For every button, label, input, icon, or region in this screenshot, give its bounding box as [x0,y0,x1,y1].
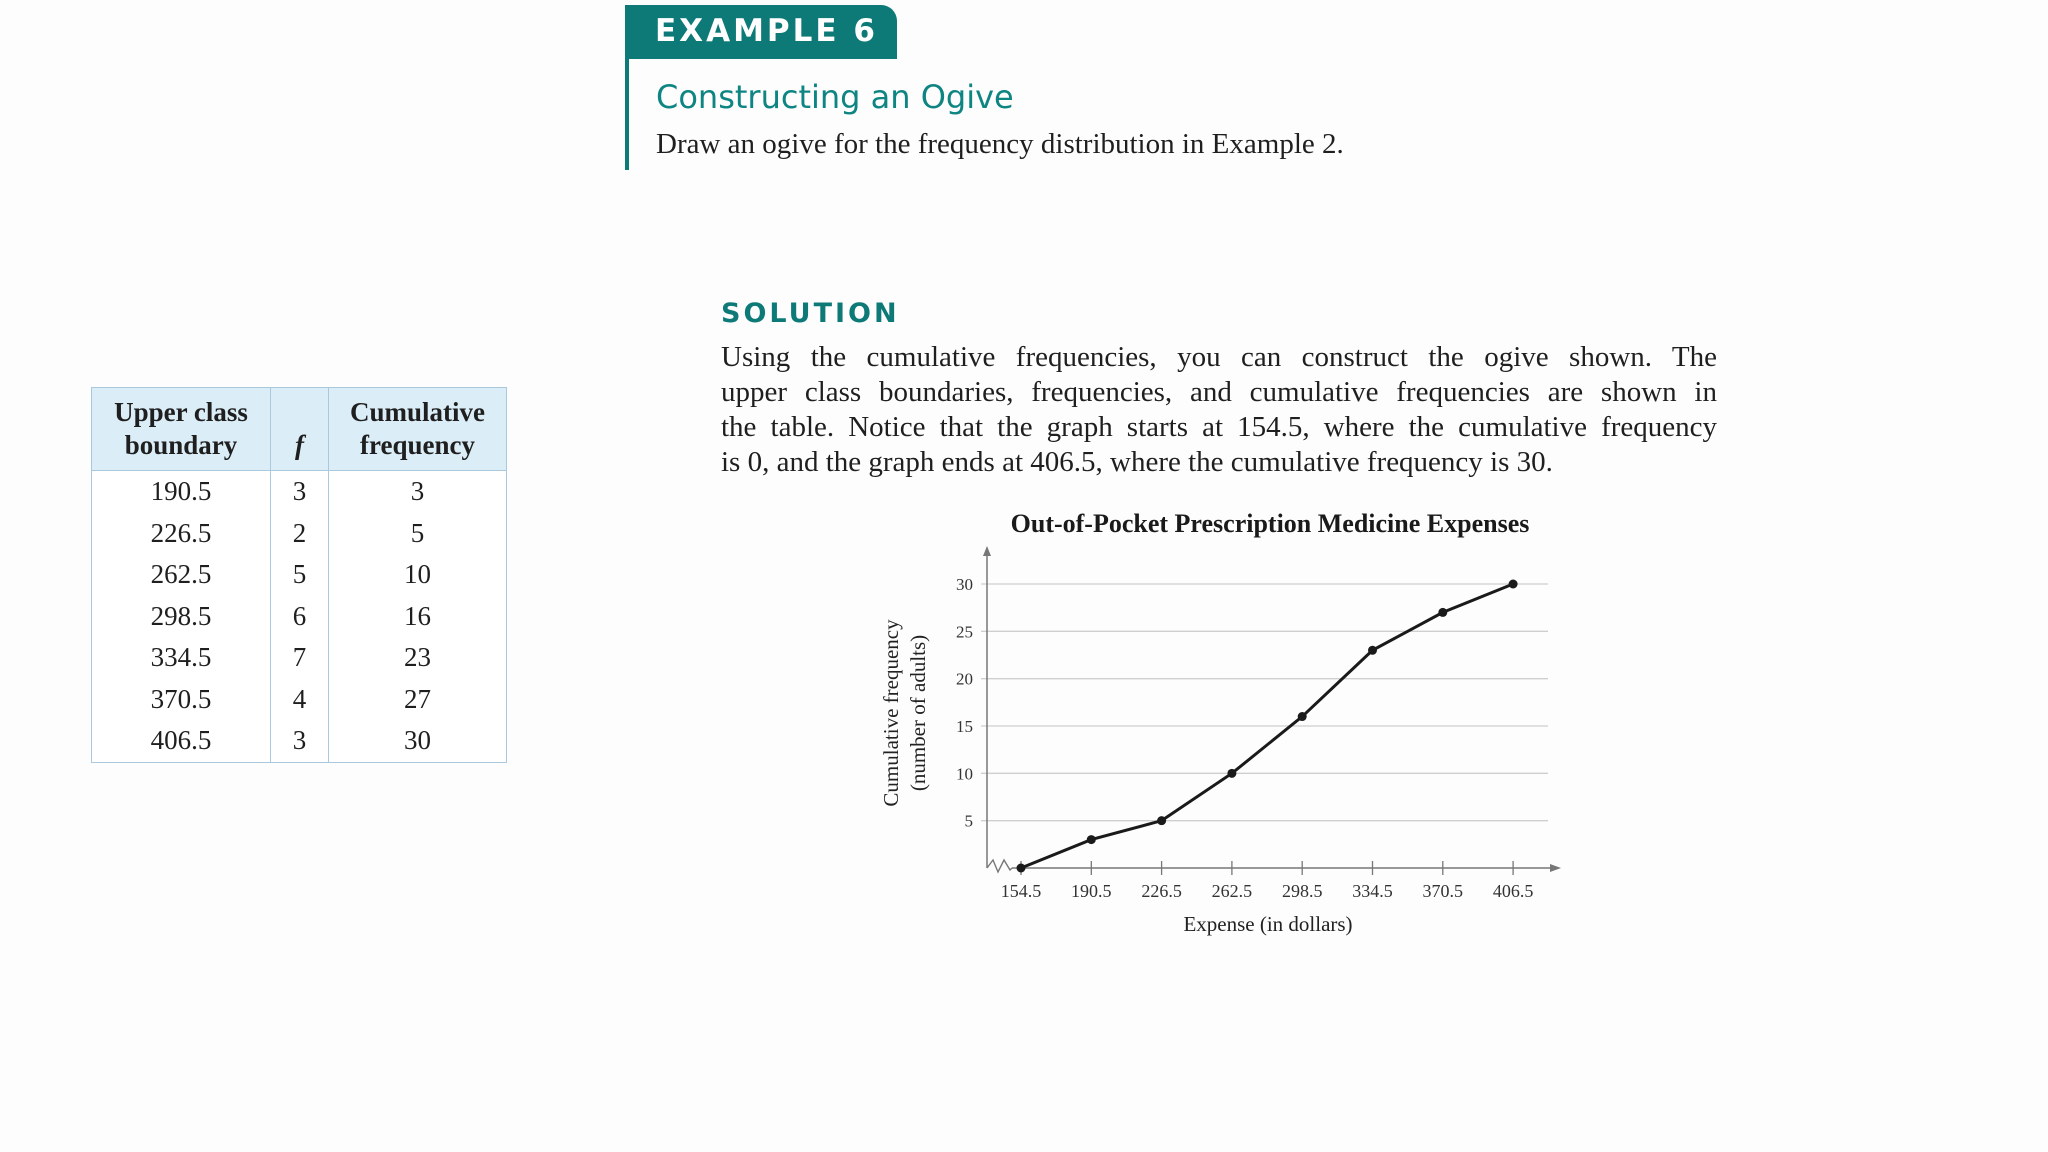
x-tick-label: 262.5 [1211,881,1253,901]
solution-line: is 0, and the graph ends at 406.5, where the cumulative frequency is 30. [721,446,1553,478]
chart-title: Out-of-Pocket Prescription Medicine Expenses [1010,509,1530,538]
data-point [1227,769,1236,778]
table-cell: 3 [271,471,329,513]
x-tick-label: 370.5 [1422,881,1464,901]
solution-heading: SOLUTION [721,298,900,329]
x-tick-label: 190.5 [1071,881,1112,901]
example-statement: Draw an ogive for the frequency distribution in Example 2. [656,128,1344,160]
table-cell: 27 [329,679,507,721]
table-cell: 7 [271,637,329,679]
y-tick-label: 25 [956,622,973,642]
x-tick-label: 226.5 [1141,881,1182,901]
solution-line: Using the cumulative frequencies, you can construct the ogive shown. The [721,341,1717,373]
table-cell: 10 [329,554,507,596]
column-header-upper-class-boundary: Upper class boundary [92,388,271,471]
y-axis-label: (number of adults) [906,634,930,792]
solution-line: the table. Notice that the graph starts at 154.5, where the cumulative frequency [721,411,1717,443]
x-axis-arrow [1550,864,1561,872]
y-tick-label: 15 [956,717,973,736]
data-point [1298,712,1307,721]
axis-break-zigzag [987,860,1012,872]
table-cell: 226.5 [92,513,271,555]
data-point [1017,864,1026,873]
table-cell: 3 [329,471,507,513]
y-tick-label: 10 [956,764,973,784]
x-tick-label: 334.5 [1352,881,1393,901]
data-point [1157,816,1166,825]
table-cell: 4 [271,679,329,721]
x-tick-label: 154.5 [1000,881,1042,901]
table-cell: 2 [271,513,329,555]
data-point [1368,646,1377,655]
table-cell: 3 [271,720,329,762]
column-header-cumulative-frequency: Cumulative frequency [329,388,507,471]
table-cell: 23 [329,637,507,679]
y-tick-label: 5 [964,811,973,831]
y-axis-label: Cumulative frequency [879,619,903,807]
table-cell: 298.5 [92,596,271,638]
data-point [1509,580,1518,589]
y-tick-label: 30 [956,575,973,594]
data-point [1438,608,1447,617]
example-label: EXAMPLE 6 [655,13,878,49]
data-point [1087,835,1096,844]
y-axis-arrow [983,546,991,556]
column-header-frequency: f [271,388,329,471]
table-cell: 370.5 [92,679,271,721]
table-cell: 5 [271,554,329,596]
table-cell: 190.5 [92,471,271,513]
x-axis-label: Expense (in dollars) [1183,912,1353,936]
table-cell: 5 [329,513,507,555]
table-cell: 262.5 [92,554,271,596]
table-cell: 334.5 [92,637,271,679]
table-cell: 30 [329,720,507,762]
x-tick-label: 298.5 [1281,881,1323,901]
x-tick-label: 406.5 [1492,881,1534,901]
table-cell: 16 [329,596,507,638]
table-cell: 406.5 [92,720,271,762]
example-title: Constructing an Ogive [656,78,1014,116]
solution-line: upper class boundaries, frequencies, and cumulative frequencies are shown in [721,376,1717,408]
table-cell: 6 [271,596,329,638]
y-tick-label: 20 [956,669,973,689]
